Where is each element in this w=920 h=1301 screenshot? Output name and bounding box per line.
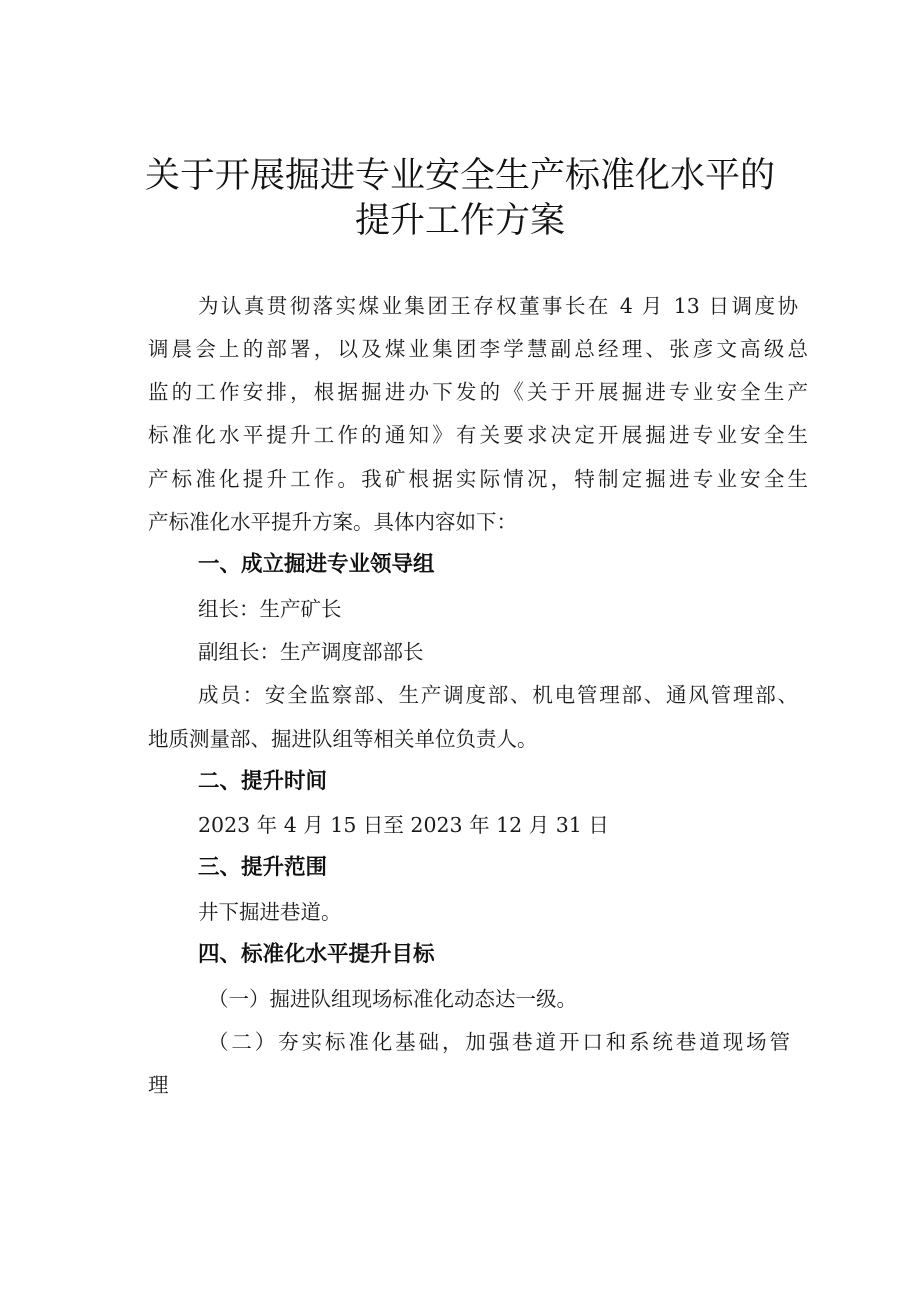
leader-line: 组长：生产矿长 <box>198 597 342 621</box>
intro-line-2: 调晨会上的部署，以及煤业集团李学慧副总经理、张彦文高级总 <box>148 337 808 361</box>
section-4-heading: 四、标准化水平提升目标 <box>198 942 435 967</box>
goal-2-line-1: （二）夯实标准化基础，加强巷道开口和系统巷道现场管 <box>208 1030 790 1054</box>
intro-line-6: 产标准化水平提升方案。具体内容如下： <box>148 510 517 534</box>
section-1-heading: 一、成立掘进专业领导组 <box>198 552 435 577</box>
document-title-line-2: 提升工作方案 <box>354 201 565 241</box>
intro-line-4: 标准化水平提升工作的通知》有关要求决定开展掘进专业安全生 <box>148 423 808 447</box>
goal-1-line: （一）掘进队组现场标准化动态达一级。 <box>208 987 577 1011</box>
scope-line: 井下掘进巷道。 <box>198 900 342 924</box>
document-title-line-1: 关于开展掘进专业安全生产标准化水平的 <box>144 156 775 196</box>
period-line: 2023 年 4 月 15 日至 2023 年 12 月 31 日 <box>198 813 609 837</box>
section-3-heading: 三、提升范围 <box>198 855 328 880</box>
members-line-2: 地质测量部、掘进队组等相关单位负责人。 <box>148 727 538 751</box>
deputy-leader-line: 副组长：生产调度部部长 <box>198 640 424 664</box>
intro-line-1: 为认真贯彻落实煤业集团王存权董事长在 4 月 13 日调度协 <box>198 294 798 318</box>
members-line-1: 成员：安全监察部、生产调度部、机电管理部、通风管理部、 <box>198 683 798 707</box>
goal-2-line-2: 理 <box>148 1073 169 1097</box>
intro-line-3: 监的工作安排，根据掘进办下发的《关于开展掘进专业安全生产 <box>148 380 808 404</box>
section-2-heading: 二、提升时间 <box>198 769 328 794</box>
intro-line-5: 产标准化提升工作。我矿根据实际情况，特制定掘进专业安全生 <box>148 467 808 491</box>
